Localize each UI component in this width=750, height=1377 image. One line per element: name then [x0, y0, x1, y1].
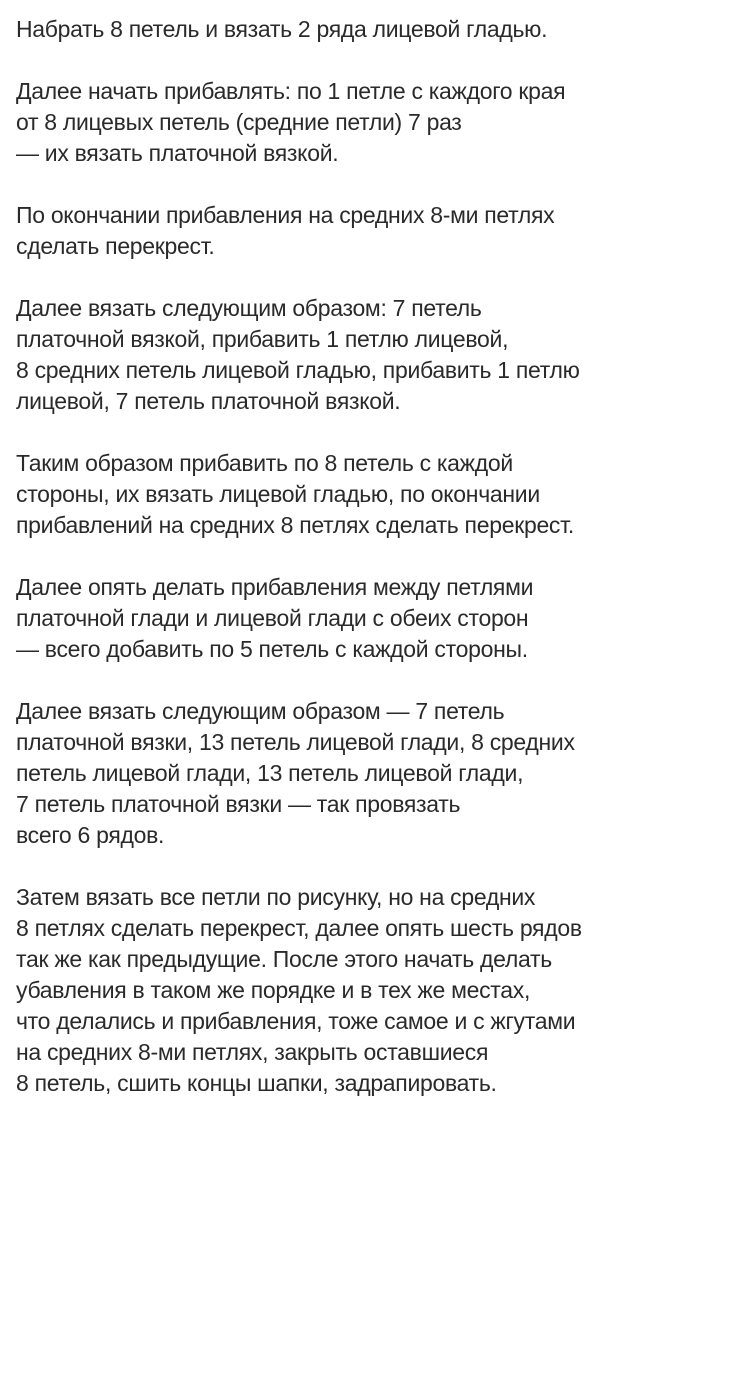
text-line: Затем вязать все петли по рисунку, но на средних [16, 884, 536, 910]
text-line: 8 петлях сделать перекрест, далее опять шесть рядов [16, 915, 582, 941]
paragraph-first-cross [16, 200, 742, 262]
text-line: Далее вязать следующим образом: 7 петель [16, 295, 482, 321]
text-line: Далее вязать следующим образом — 7 петель [16, 698, 505, 724]
text-line: лицевой, 7 петель платочной вязкой. [16, 388, 401, 414]
text-line: — всего добавить по 5 петель с каждой стороны. [16, 636, 528, 662]
text-line: 7 петель платочной вязки — так провязать [16, 791, 461, 817]
text-line: — их вязать платочной вязкой. [16, 140, 339, 166]
paragraph-increase-five [16, 572, 742, 665]
text-line: Таким образом прибавить по 8 петель с каждой [16, 450, 513, 476]
text-line: Набрать 8 петель и вязать 2 ряда лицевой гладью. [16, 16, 548, 42]
text-line: 8 средних петель лицевой гладью, прибавить 1 петлю [16, 357, 580, 383]
paragraph-increase-start [16, 76, 742, 169]
text-line: прибавлений на средних 8 петлях сделать перекрест. [16, 512, 574, 538]
paragraph-increase-eight [16, 448, 742, 541]
text-line: платочной глади и лицевой глади с обеих сторон [16, 605, 529, 631]
paragraph-pattern-two [16, 696, 742, 851]
paragraph-cast-on [16, 14, 742, 45]
text-line: всего 6 рядов. [16, 822, 165, 848]
text-line: стороны, их вязать лицевой гладью, по окончании [16, 481, 540, 507]
text-line: Далее опять делать прибавления между петлями [16, 574, 534, 600]
paragraph-pattern-one [16, 293, 742, 417]
text-line: 8 петель, сшить концы шапки, задрапировать. [16, 1070, 497, 1096]
text-line: платочной вязки, 13 петель лицевой глади, 8 средних [16, 729, 575, 755]
text-line: сделать перекрест. [16, 233, 215, 259]
text-line: что делались и прибавления, тоже самое и с жгутами [16, 1008, 576, 1034]
text-line: Далее начать прибавлять: по 1 петле с каждого края [16, 78, 566, 104]
text-line: на средних 8-ми петлях, закрыть оставшиеся [16, 1039, 489, 1065]
text-line: так же как предыдущие. После этого начать делать [16, 946, 552, 972]
text-line: платочной вязкой, прибавить 1 петлю лицевой, [16, 326, 509, 352]
paragraph-decrease-finish [16, 882, 742, 1099]
text-line: от 8 лицевых петель (средние петли) 7 раз [16, 109, 462, 135]
text-line: По окончании прибавления на средних 8-ми петлях [16, 202, 555, 228]
text-line: убавления в таком же порядке и в тех же местах, [16, 977, 531, 1003]
text-line: петель лицевой глади, 13 петель лицевой глади, [16, 760, 524, 786]
